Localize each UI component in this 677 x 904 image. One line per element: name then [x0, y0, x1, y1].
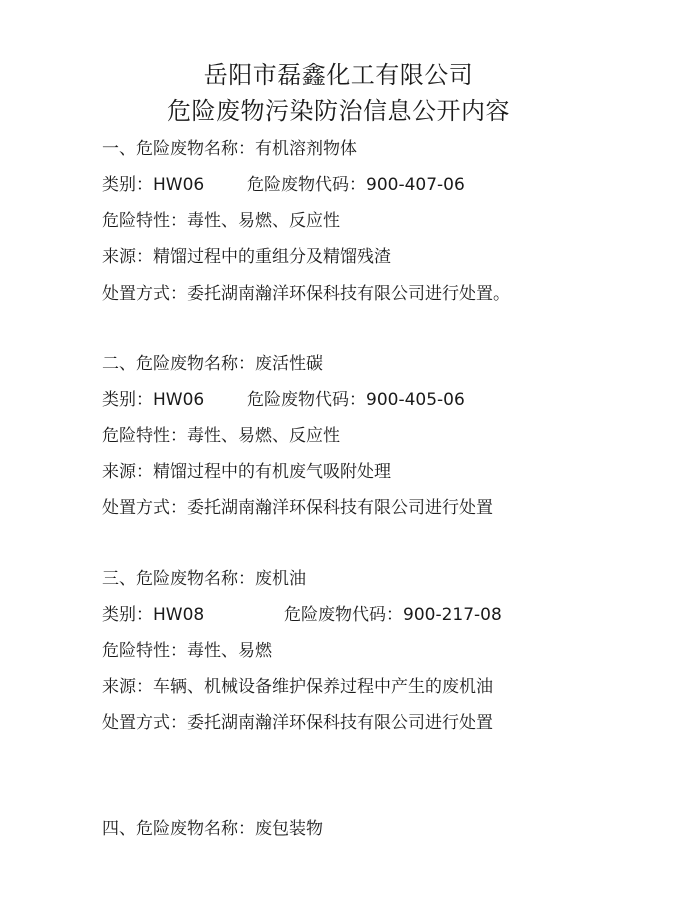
section-4-heading: 四、危险废物名称：废包装物: [102, 819, 323, 839]
section-1-category: 类别：HW06: [102, 175, 205, 195]
section-3-heading: 三、危险废物名称：废机油: [102, 569, 306, 589]
section-2-disposal: 处置方式：委托湖南瀚洋环保科技有限公司进行处置: [102, 498, 493, 518]
section-2-source: 来源：精馏过程中的有机废气吸附处理: [102, 462, 391, 482]
document-title-line2: 危险废物污染防治信息公开内容: [167, 97, 510, 125]
section-1-source: 来源：精馏过程中的重组分及精馏残渣: [102, 247, 391, 267]
section-3-category: 类别：HW08: [102, 605, 205, 625]
section-1-disposal: 处置方式：委托湖南瀚洋环保科技有限公司进行处置。: [102, 284, 510, 304]
section-1-property: 危险特性：毒性、易燃、反应性: [102, 211, 340, 231]
section-2-category: 类别：HW06: [102, 390, 205, 410]
section-3-code: 危险废物代码：900-217-08: [284, 605, 502, 625]
section-2-code: 危险废物代码：900-405-06: [247, 390, 465, 410]
section-3-disposal: 处置方式：委托湖南瀚洋环保科技有限公司进行处置: [102, 713, 493, 733]
section-3-source: 来源：车辆、机械设备维护保养过程中产生的废机油: [102, 677, 493, 697]
section-2-property: 危险特性：毒性、易燃、反应性: [102, 426, 340, 446]
section-3-property: 危险特性：毒性、易燃: [102, 641, 272, 661]
section-1-heading: 一、危险废物名称：有机溶剂物体: [102, 139, 357, 159]
section-2-heading: 二、危险废物名称：废活性碳: [102, 354, 323, 374]
document-title-line1: 岳阳市磊鑫化工有限公司: [203, 61, 474, 89]
section-1-code: 危险废物代码：900-407-06: [247, 175, 465, 195]
